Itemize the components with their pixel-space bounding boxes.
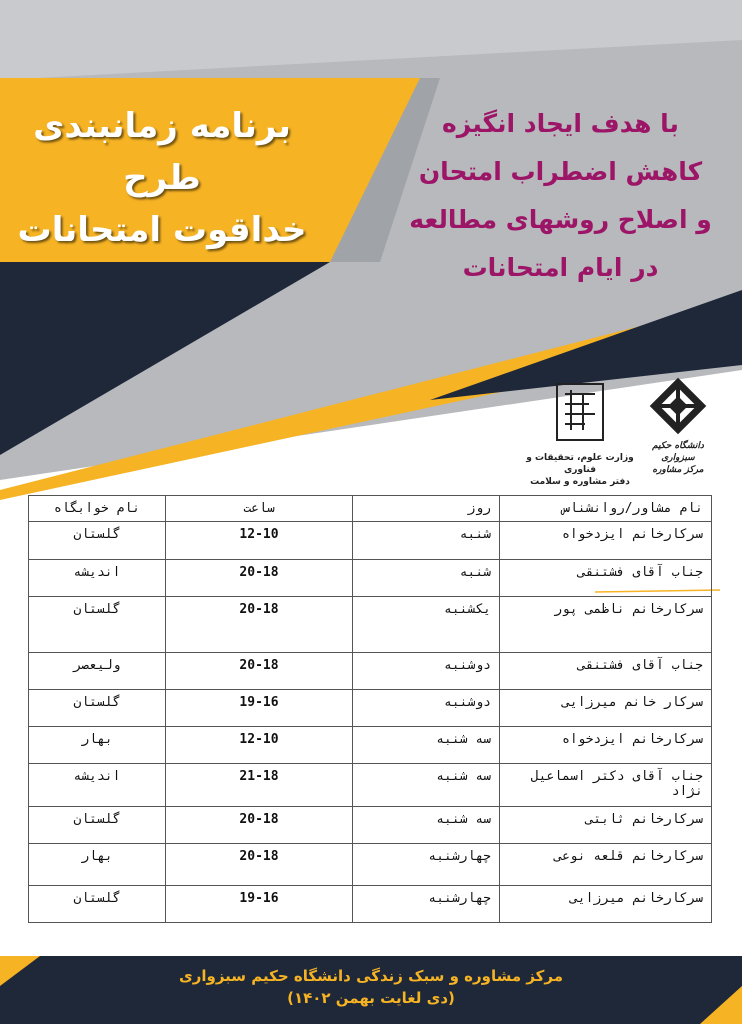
header-time: ساعت bbox=[166, 496, 353, 522]
table-row bbox=[29, 844, 712, 886]
table-row bbox=[29, 764, 712, 807]
right-title-line-2: کاهش اضطراب امتحان bbox=[418, 157, 703, 186]
header-day: روز bbox=[353, 496, 500, 522]
cell-dorm: گلستان bbox=[29, 597, 166, 653]
cell-name: سرکارخانم ثابتی bbox=[500, 807, 712, 844]
cell-day: سه شنبه bbox=[353, 807, 500, 844]
left-title-line-3: خداقوت امتحانات bbox=[17, 210, 307, 250]
cell-name: سرکارخانم ناظمی پور bbox=[500, 597, 712, 653]
cell-dorm: گلستان bbox=[29, 690, 166, 727]
footer-text bbox=[0, 965, 742, 1009]
cell-name: سرکارخانم ایزدخواه bbox=[500, 727, 712, 764]
header-dorm: نام خوابگاه bbox=[29, 496, 166, 522]
table-row bbox=[29, 597, 712, 653]
cell-dorm: گلستان bbox=[29, 886, 166, 923]
cell-name: جناب آقای فشتنقی bbox=[500, 560, 712, 597]
university-logo bbox=[638, 376, 718, 476]
right-title-line-3: و اصلاح روشهای مطالعه bbox=[409, 205, 712, 234]
cell-name: سرکارخانم میرزایی bbox=[500, 886, 712, 923]
cell-day: دوشنبه bbox=[353, 653, 500, 690]
cell-day: یکشنبه bbox=[353, 597, 500, 653]
cell-time: 20-18 bbox=[166, 844, 353, 886]
cell-dorm: اندیشه bbox=[29, 560, 166, 597]
header-name: نام مشاور/روانشناس bbox=[500, 496, 712, 522]
right-title-block bbox=[388, 100, 733, 292]
ministry-emblem-icon bbox=[525, 378, 635, 448]
cell-time: 20-18 bbox=[166, 807, 353, 844]
cell-dorm: بهار bbox=[29, 727, 166, 764]
table-row bbox=[29, 653, 712, 690]
university-caption-2: مرکز مشاوره bbox=[652, 465, 704, 475]
cell-name: سرکارخانم قلعه نوعی bbox=[500, 844, 712, 886]
cell-day: شنبه bbox=[353, 560, 500, 597]
cell-time: 20-18 bbox=[166, 560, 353, 597]
cell-day: سه شنبه bbox=[353, 764, 500, 807]
right-title-line-4: در ایام امتحانات bbox=[462, 253, 659, 282]
cell-dorm: گلستان bbox=[29, 522, 166, 560]
table-row bbox=[29, 522, 712, 560]
cell-time: 21-18 bbox=[166, 764, 353, 807]
table-row bbox=[29, 727, 712, 764]
table-header-row bbox=[29, 496, 712, 522]
cell-time: 20-18 bbox=[166, 597, 353, 653]
table-row bbox=[29, 886, 712, 923]
university-caption-1: دانشگاه حکیم سبزواری bbox=[652, 441, 704, 463]
ministry-caption-1: وزارت علوم، تحقیقات و فناوری bbox=[526, 453, 634, 475]
cell-time: 12-10 bbox=[166, 727, 353, 764]
cell-dorm: بهار bbox=[29, 844, 166, 886]
cell-name: جناب آقای فشتنقی bbox=[500, 653, 712, 690]
table-row bbox=[29, 807, 712, 844]
cell-name: سرکارخانم ایزدخواه bbox=[500, 522, 712, 560]
cell-time: 12-10 bbox=[166, 522, 353, 560]
left-title-line-2: طرح bbox=[123, 158, 201, 198]
cell-time: 19-16 bbox=[166, 690, 353, 727]
ministry-logo bbox=[525, 378, 635, 488]
cell-time: 19-16 bbox=[166, 886, 353, 923]
left-title-line-1: برنامه زمانبندی bbox=[33, 106, 291, 146]
schedule-table bbox=[28, 495, 712, 923]
right-title-line-1: با هدف ایجاد انگیزه bbox=[442, 109, 679, 138]
cell-name: سرکار خانم میرزایی bbox=[500, 690, 712, 727]
cell-day: سه شنبه bbox=[353, 727, 500, 764]
cell-time: 20-18 bbox=[166, 653, 353, 690]
cell-day: چهارشنبه bbox=[353, 886, 500, 923]
table-row bbox=[29, 690, 712, 727]
cell-day: شنبه bbox=[353, 522, 500, 560]
cell-dorm: اندیشه bbox=[29, 764, 166, 807]
cell-name: جناب آقای دکتر اسماعیل نژاد bbox=[500, 764, 712, 807]
university-emblem-icon bbox=[638, 376, 718, 436]
cell-day: دوشنبه bbox=[353, 690, 500, 727]
table-row bbox=[29, 560, 712, 597]
footer-line-2: (دی لغایت بهمن ۱۴۰۲) bbox=[287, 989, 455, 1007]
left-title-block bbox=[12, 100, 312, 256]
cell-dorm: گلستان bbox=[29, 807, 166, 844]
cell-dorm: ولیعصر bbox=[29, 653, 166, 690]
footer-line-1: مرکز مشاوره و سبک زندگی دانشگاه حکیم سبزواری bbox=[178, 967, 564, 985]
ministry-caption-2: دفتر مشاوره و سلامت bbox=[530, 477, 630, 487]
cell-day: چهارشنبه bbox=[353, 844, 500, 886]
